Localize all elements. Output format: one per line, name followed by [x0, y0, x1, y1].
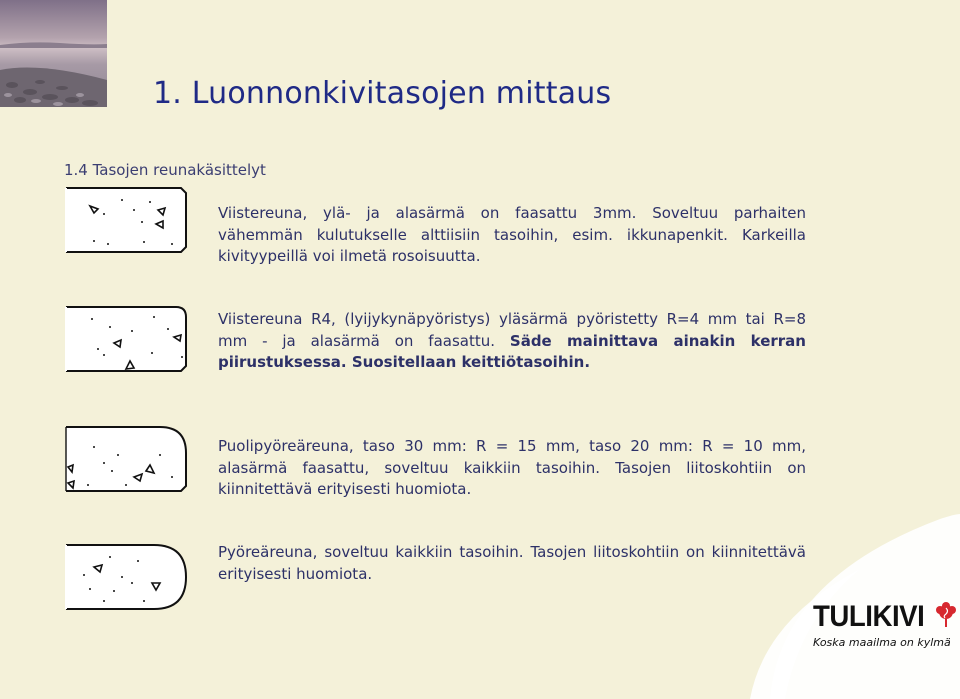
rose-emblem-icon: [934, 602, 958, 628]
header-photo: [0, 0, 107, 107]
edge-description-4: [218, 542, 806, 585]
tulikivi-logo: [813, 600, 951, 649]
edge-text-1: Viistereuna, ylä- ja alasärmä on faasattu 3mm. Soveltuu parhaiten vähemmän kulutukselle alttiisiin tasoihin, esim. ikkunapenkit. Karkeilla kivityypeillä voi ilmetä rosoisuutta.: [218, 204, 806, 265]
edge-text-2: Viistereuna R4, (lyijykynäpyöristys) yläsärmä pyöristetty R=4 mm tai R=8 mm - ja alasärmä on faasattu.: [218, 310, 806, 350]
logo-wordmark: TULIKIVI: [813, 600, 925, 633]
edge-text-3: Puolipyöreäreuna, taso 30 mm: R = 15 mm, taso 20 mm: R = 10 mm, alasärmä faasattu, soveltuu kaikkiin tasoihin. Tasojen liitoskohtiin on kiinnitettävä erityisesti huomiota.: [218, 437, 806, 498]
logo-tagline: Koska maailma on kylmä: [813, 636, 951, 649]
edge-description-1: [218, 203, 806, 268]
edge-text-4: Pyöreäreuna, soveltuu kaikkiin tasoihin. Tasojen liitoskohtiin on kiinnitettävä erityisesti huomiota.: [218, 543, 806, 583]
edge-description-3: [218, 436, 806, 501]
edge-description-2: [218, 309, 806, 374]
section-subtitle: 1.4 Tasojen reunakäsittelyt: [64, 161, 266, 179]
pencil-round-edge-diagram: [64, 305, 188, 373]
page-title: 1. Luonnonkivitasojen mittaus: [153, 76, 612, 111]
half-round-edge-diagram: [64, 425, 188, 493]
edge-emphasis-2: Säde mainittava ainakin kerran piirustuksessa. Suositellaan keittiötasoihin.: [218, 331, 806, 371]
decorative-swoosh: [740, 499, 960, 699]
full-round-edge-diagram: [64, 543, 188, 611]
chamfer-edge-diagram: [64, 186, 188, 254]
